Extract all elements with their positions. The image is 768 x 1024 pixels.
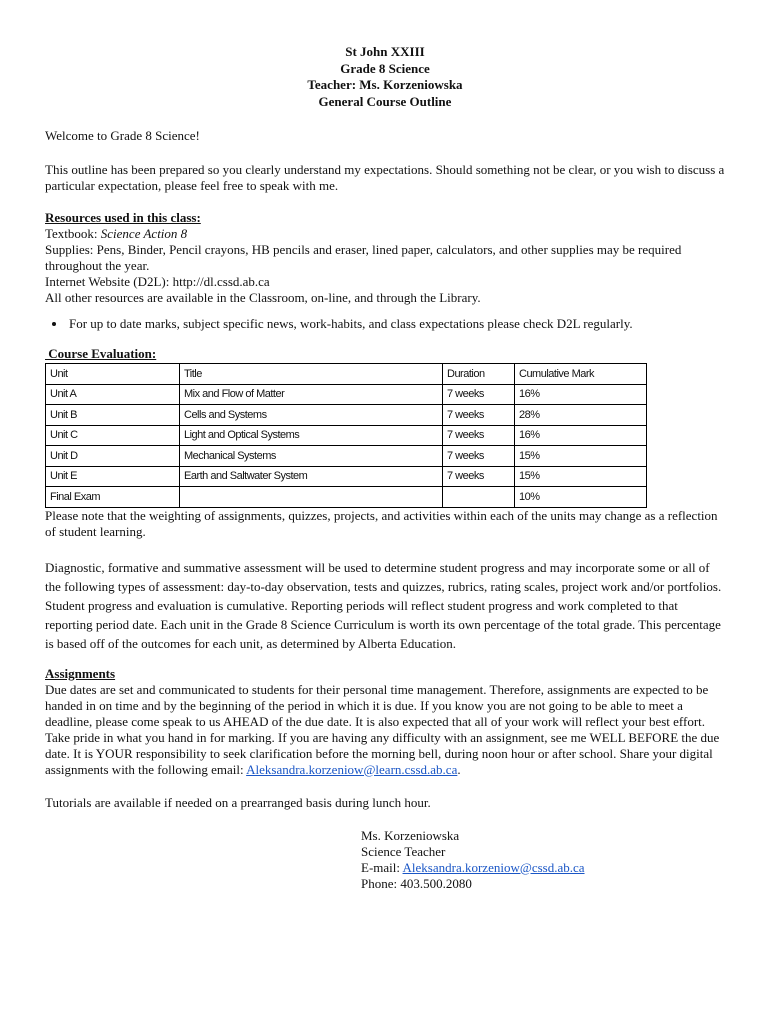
course-evaluation-table — [45, 363, 647, 508]
school-name: St John XXIII — [345, 44, 425, 59]
table-row — [46, 405, 647, 426]
table-row — [46, 384, 647, 405]
evaluation-heading: Course Evaluation: — [45, 346, 157, 361]
tutorials-text: Tutorials are available if needed on a prearranged basis during lunch hour. — [45, 794, 431, 810]
cell-duration: 7 weeks — [443, 446, 515, 467]
assignments-end: . — [457, 761, 461, 777]
cell-unit: Unit A — [46, 384, 180, 405]
cell-title: Mix and Flow of Matter — [180, 384, 443, 405]
col-cumulative-mark: Cumulative Mark — [515, 364, 647, 385]
signature-title: Science Teacher — [361, 843, 446, 859]
table-header-row — [46, 364, 647, 385]
cell-unit: Unit D — [46, 446, 180, 467]
cell-mark: 15% — [515, 446, 647, 467]
cell-duration: 7 weeks — [443, 466, 515, 487]
table-row — [46, 425, 647, 446]
cell-mark: 10% — [515, 487, 647, 508]
cell-title: Earth and Saltwater System — [180, 466, 443, 487]
cell-unit: Unit E — [46, 466, 180, 487]
signature-email-label: E-mail: — [361, 859, 403, 875]
table-row — [46, 466, 647, 487]
col-unit: Unit — [46, 364, 180, 385]
assignments-heading: Assignments — [45, 665, 116, 681]
col-title: Title — [180, 364, 443, 385]
assignments-body: Due dates are set and communicated to students for their personal time management. Therefore, assignments are expected to be handed in on time and by the beginning of the period in which it is due. If you know you are not going to be able to meet a deadline, please come speak to us AHEAD of the due date. It is also expected that all of your work will reflect your best effort. Take pride in what you hand in for marking. If you are having any difficulty with an assignment, see me WELL BEFORE the due date. It is YOUR responsibility to seek clarification before the morning bell, during noon hour or after school. Share your digital assignments with the following email: — [45, 681, 720, 777]
col-duration: Duration — [443, 364, 515, 385]
welcome-text: Welcome to Grade 8 Science! — [45, 128, 200, 143]
signature-email-link[interactable]: Aleksandra.korzeniow@cssd.ab.ca — [402, 859, 585, 875]
document-page — [45, 44, 725, 892]
textbook-label: Textbook: — [45, 226, 101, 241]
website-line: Internet Website (D2L): http://dl.cssd.ab.ca — [45, 274, 270, 289]
table-row — [46, 487, 647, 508]
table-row — [46, 446, 647, 467]
cell-unit: Unit C — [46, 425, 180, 446]
signature-block — [361, 828, 725, 892]
cell-mark: 28% — [515, 405, 647, 426]
outline-title: General Course Outline — [318, 93, 452, 109]
assessment-paragraph: Diagnostic, formative and summative assessment will be used to determine student progress and may incorporate some or all of the following types of assessment: day-to-day observation, tests and quizzes, rubrics, rating scales, project work and/or portfolios. Student progress and evaluation is cumulative. Reporting periods will reflect student progress and work completed to that reporting period date. Each unit in the Grade 8 Science Curriculum is worth its own percentage of the total grade. This percentage is based off of the outcomes for each unit, as determined by Alberta Education. — [45, 559, 722, 651]
cell-unit: Unit B — [46, 405, 180, 426]
cell-title — [180, 487, 443, 508]
cell-title: Mechanical Systems — [180, 446, 443, 467]
textbook-title: Science Action 8 — [100, 226, 188, 241]
signature-phone: Phone: 403.500.2080 — [361, 875, 472, 891]
cell-title: Light and Optical Systems — [180, 425, 443, 446]
supplies-line: Supplies: Pens, Binder, Pencil crayons, HB pencils and eraser, lined paper, calculators, and other supplies may be required throughout the year. — [45, 242, 682, 273]
assignments-paragraph — [45, 682, 725, 778]
cell-mark: 16% — [515, 425, 647, 446]
cell-mark: 16% — [515, 384, 647, 405]
textbook-line — [45, 226, 725, 242]
teacher-name: Teacher: Ms. Korzeniowska — [307, 77, 463, 92]
intro-paragraph: This outline has been prepared so you clearly understand my expectations. Should something not be clear, or you wish to discuss a particular expectation, please feel free to speak with me. — [45, 162, 725, 193]
cell-mark: 15% — [515, 466, 647, 487]
resources-heading: Resources used in this class: — [45, 210, 201, 225]
cell-title: Cells and Systems — [180, 405, 443, 426]
d2l-bullet: • For up to date marks, subject specific news, work-habits, and class expectations please check D2L regularly. — [67, 316, 725, 332]
cell-duration — [443, 487, 515, 508]
cell-unit: Final Exam — [46, 487, 180, 508]
document-header — [45, 44, 725, 110]
other-resources-line: All other resources are available in the Classroom, on-line, and through the Library. — [45, 290, 481, 305]
d2l-bullet-list — [45, 316, 725, 332]
cell-duration: 7 weeks — [443, 405, 515, 426]
course-name: Grade 8 Science — [340, 60, 430, 76]
assignments-email-link[interactable]: Aleksandra.korzeniow@learn.cssd.ab.ca — [246, 761, 458, 777]
cell-duration: 7 weeks — [443, 425, 515, 446]
cell-duration: 7 weeks — [443, 384, 515, 405]
weighting-note: Please note that the weighting of assignments, quizzes, projects, and activities within each of the units may change as a reflection of student learning. — [45, 507, 718, 539]
signature-name: Ms. Korzeniowska — [361, 827, 460, 843]
signature-email-line — [361, 860, 725, 876]
